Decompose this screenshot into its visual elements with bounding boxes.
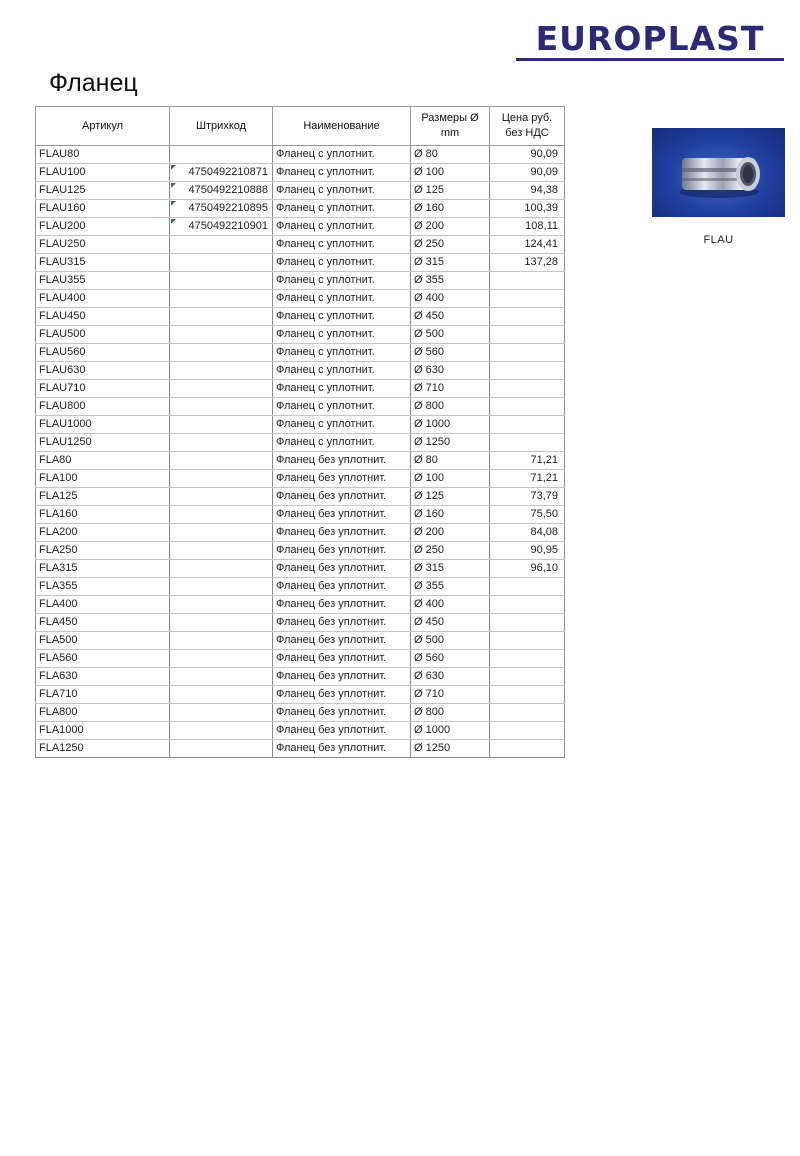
cell-article: FLA560: [36, 650, 170, 668]
cell-price: [490, 632, 565, 650]
cell-size: Ø 200: [411, 218, 490, 236]
cell-price: [490, 362, 565, 380]
cell-price: [490, 686, 565, 704]
cell-size: Ø 400: [411, 290, 490, 308]
cell-article: FLAU500: [36, 326, 170, 344]
cell-article: FLAU125: [36, 182, 170, 200]
cell-name: Фланец с уплотнит.: [273, 290, 411, 308]
cell-barcode: [170, 470, 273, 488]
cell-price: [490, 380, 565, 398]
cell-price: [490, 326, 565, 344]
cell-barcode: [170, 362, 273, 380]
cell-barcode: [170, 524, 273, 542]
table-row: [36, 470, 565, 488]
cell-article: FLAU400: [36, 290, 170, 308]
cell-size: Ø 315: [411, 254, 490, 272]
table-header-row: [36, 107, 565, 146]
cell-name: Фланец с уплотнит.: [273, 218, 411, 236]
page-title: Фланец: [49, 69, 138, 97]
table-row: [36, 182, 565, 200]
cell-size: Ø 710: [411, 380, 490, 398]
table-row: [36, 380, 565, 398]
table-row: [36, 254, 565, 272]
cell-size: Ø 500: [411, 632, 490, 650]
cell-size: Ø 125: [411, 182, 490, 200]
logo-underline: [516, 58, 784, 61]
cell-article: FLAU450: [36, 308, 170, 326]
cell-barcode: [170, 434, 273, 452]
cell-barcode: [170, 650, 273, 668]
table-row: [36, 452, 565, 470]
table-row: [36, 362, 565, 380]
cell-size: Ø 400: [411, 596, 490, 614]
cell-article: FLAU200: [36, 218, 170, 236]
cell-article: FLA200: [36, 524, 170, 542]
table-row: [36, 218, 565, 236]
cell-name: Фланец с уплотнит.: [273, 146, 411, 164]
table-row: [36, 596, 565, 614]
cell-price: 90,95: [490, 542, 565, 560]
table-row: [36, 164, 565, 182]
cell-name: Фланец без уплотнит.: [273, 452, 411, 470]
cell-name: Фланец без уплотнит.: [273, 524, 411, 542]
cell-size: Ø 630: [411, 668, 490, 686]
cell-price: 71,21: [490, 470, 565, 488]
cell-name: Фланец с уплотнит.: [273, 308, 411, 326]
cell-size: Ø 500: [411, 326, 490, 344]
cell-article: FLAU1000: [36, 416, 170, 434]
cell-size: Ø 710: [411, 686, 490, 704]
cell-name: Фланец с уплотнит.: [273, 254, 411, 272]
cell-size: Ø 1250: [411, 740, 490, 758]
cell-price: [490, 398, 565, 416]
cell-barcode: [170, 344, 273, 362]
table-row: [36, 614, 565, 632]
cell-name: Фланец с уплотнит.: [273, 164, 411, 182]
cell-price: [490, 344, 565, 362]
cell-name: Фланец с уплотнит.: [273, 236, 411, 254]
cell-barcode: [170, 254, 273, 272]
cell-size: Ø 160: [411, 506, 490, 524]
europlast-logo: [516, 19, 784, 62]
cell-price: [490, 740, 565, 758]
cell-size: Ø 200: [411, 524, 490, 542]
cell-name: Фланец с уплотнит.: [273, 326, 411, 344]
cell-article: FLA1000: [36, 722, 170, 740]
cell-barcode: [170, 506, 273, 524]
cell-barcode: [170, 452, 273, 470]
cell-barcode: 4750492210871: [170, 164, 273, 182]
cell-size: Ø 450: [411, 308, 490, 326]
cell-name: Фланец с уплотнит.: [273, 272, 411, 290]
cell-barcode: [170, 704, 273, 722]
flange-photo-drawing: [652, 128, 785, 217]
table-row: [36, 506, 565, 524]
cell-name: Фланец без уплотнит.: [273, 614, 411, 632]
cell-article: FLA800: [36, 704, 170, 722]
cell-price: [490, 272, 565, 290]
cell-barcode: [170, 614, 273, 632]
cell-name: Фланец с уплотнит.: [273, 434, 411, 452]
cell-article: FLA630: [36, 668, 170, 686]
table-row: [36, 416, 565, 434]
cell-barcode: [170, 488, 273, 506]
cell-article: FLA160: [36, 506, 170, 524]
photo-caption: FLAU: [703, 234, 734, 246]
column-header-barcode: Штрихкод: [170, 107, 273, 146]
cell-barcode: [170, 668, 273, 686]
cell-article: FLA315: [36, 560, 170, 578]
table-row: [36, 326, 565, 344]
cell-article: FLAU355: [36, 272, 170, 290]
cell-size: Ø 800: [411, 398, 490, 416]
cell-article: FLAU80: [36, 146, 170, 164]
cell-name: Фланец без уплотнит.: [273, 650, 411, 668]
cell-name: Фланец без уплотнит.: [273, 542, 411, 560]
cell-size: Ø 100: [411, 470, 490, 488]
table-row: [36, 524, 565, 542]
cell-price: [490, 722, 565, 740]
column-header-price: Цена руб. без НДС: [490, 107, 565, 146]
cell-price: 108,11: [490, 218, 565, 236]
cell-size: Ø 160: [411, 200, 490, 218]
cell-name: Фланец без уплотнит.: [273, 470, 411, 488]
table-body: [36, 146, 565, 758]
table-row: [36, 704, 565, 722]
cell-article: FLA710: [36, 686, 170, 704]
table-row: [36, 308, 565, 326]
cell-size: Ø 800: [411, 704, 490, 722]
column-header-size: Размеры Ø mm: [411, 107, 490, 146]
cell-size: Ø 250: [411, 542, 490, 560]
cell-barcode: [170, 380, 273, 398]
cell-price: [490, 416, 565, 434]
cell-name: Фланец без уплотнит.: [273, 740, 411, 758]
cell-article: FLAU710: [36, 380, 170, 398]
cell-barcode: 4750492210895: [170, 200, 273, 218]
cell-size: Ø 100: [411, 164, 490, 182]
cell-price: 90,09: [490, 146, 565, 164]
cell-price: [490, 434, 565, 452]
cell-name: Фланец без уплотнит.: [273, 560, 411, 578]
cell-article: FLA500: [36, 632, 170, 650]
cell-name: Фланец без уплотнит.: [273, 704, 411, 722]
table-row: [36, 650, 565, 668]
cell-article: FLAU630: [36, 362, 170, 380]
table-row: [36, 560, 565, 578]
cell-barcode: [170, 632, 273, 650]
price-table: [35, 106, 565, 758]
cell-price: 137,28: [490, 254, 565, 272]
cell-article: FLAU1250: [36, 434, 170, 452]
cell-price: [490, 308, 565, 326]
cell-barcode: [170, 398, 273, 416]
cell-article: FLA450: [36, 614, 170, 632]
cell-barcode: [170, 560, 273, 578]
cell-price: [490, 668, 565, 686]
cell-name: Фланец без уплотнит.: [273, 686, 411, 704]
cell-article: FLA1250: [36, 740, 170, 758]
cell-price: 100,39: [490, 200, 565, 218]
cell-size: Ø 80: [411, 452, 490, 470]
cell-name: Фланец с уплотнит.: [273, 416, 411, 434]
logo-text: EUROPLAST: [535, 19, 765, 58]
cell-article: FLA80: [36, 452, 170, 470]
table-row: [36, 146, 565, 164]
cell-name: Фланец без уплотнит.: [273, 596, 411, 614]
cell-barcode: [170, 722, 273, 740]
cell-price: 71,21: [490, 452, 565, 470]
cell-size: Ø 125: [411, 488, 490, 506]
table-row: [36, 488, 565, 506]
cell-price: 73,79: [490, 488, 565, 506]
cell-name: Фланец без уплотнит.: [273, 488, 411, 506]
cell-size: Ø 560: [411, 650, 490, 668]
cell-price: [490, 596, 565, 614]
cell-barcode: [170, 740, 273, 758]
cell-article: FLAU100: [36, 164, 170, 182]
table-row: [36, 722, 565, 740]
cell-article: FLAU800: [36, 398, 170, 416]
cell-article: FLA125: [36, 488, 170, 506]
cell-name: Фланец с уплотнит.: [273, 362, 411, 380]
table-row: [36, 272, 565, 290]
cell-article: FLA250: [36, 542, 170, 560]
cell-price: [490, 704, 565, 722]
column-header-article: Артикул: [36, 107, 170, 146]
cell-barcode: [170, 308, 273, 326]
cell-size: Ø 450: [411, 614, 490, 632]
cell-size: Ø 355: [411, 272, 490, 290]
table-row: [36, 686, 565, 704]
cell-name: Фланец без уплотнит.: [273, 578, 411, 596]
cell-barcode: [170, 272, 273, 290]
cell-price: 75,50: [490, 506, 565, 524]
cell-barcode: [170, 416, 273, 434]
cell-name: Фланец с уплотнит.: [273, 182, 411, 200]
cell-size: Ø 315: [411, 560, 490, 578]
cell-barcode: 4750492210901: [170, 218, 273, 236]
cell-article: FLAU315: [36, 254, 170, 272]
cell-barcode: [170, 290, 273, 308]
cell-name: Фланец с уплотнит.: [273, 200, 411, 218]
column-header-name: Наименование: [273, 107, 411, 146]
cell-size: Ø 630: [411, 362, 490, 380]
cell-article: FLA100: [36, 470, 170, 488]
cell-article: FLA400: [36, 596, 170, 614]
cell-barcode: [170, 578, 273, 596]
cell-barcode: [170, 542, 273, 560]
table-row: [36, 398, 565, 416]
cell-size: Ø 80: [411, 146, 490, 164]
cell-article: FLAU560: [36, 344, 170, 362]
cell-name: Фланец без уплотнит.: [273, 506, 411, 524]
cell-price: 96,10: [490, 560, 565, 578]
cell-barcode: [170, 686, 273, 704]
cell-size: Ø 250: [411, 236, 490, 254]
cell-name: Фланец без уплотнит.: [273, 632, 411, 650]
cell-price: 84,08: [490, 524, 565, 542]
cell-name: Фланец с уплотнит.: [273, 344, 411, 362]
cell-barcode: [170, 236, 273, 254]
cell-barcode: [170, 596, 273, 614]
cell-article: FLA355: [36, 578, 170, 596]
cell-barcode: [170, 326, 273, 344]
table-row: [36, 542, 565, 560]
cell-name: Фланец без уплотнит.: [273, 668, 411, 686]
table-row: [36, 632, 565, 650]
cell-barcode: [170, 146, 273, 164]
cell-barcode: 4750492210888: [170, 182, 273, 200]
cell-name: Фланец без уплотнит.: [273, 722, 411, 740]
flange-photo-icon: [652, 128, 785, 217]
cell-price: [490, 578, 565, 596]
table-row: [36, 344, 565, 362]
cell-price: [490, 614, 565, 632]
cell-name: Фланец с уплотнит.: [273, 380, 411, 398]
cell-price: 124,41: [490, 236, 565, 254]
cell-article: FLAU160: [36, 200, 170, 218]
cell-price: 94,38: [490, 182, 565, 200]
table-row: [36, 434, 565, 452]
table-row: [36, 668, 565, 686]
cell-size: Ø 355: [411, 578, 490, 596]
cell-name: Фланец с уплотнит.: [273, 398, 411, 416]
cell-size: Ø 1000: [411, 416, 490, 434]
table-row: [36, 200, 565, 218]
table-row: [36, 290, 565, 308]
table-row: [36, 740, 565, 758]
cell-price: [490, 650, 565, 668]
cell-size: Ø 560: [411, 344, 490, 362]
cell-article: FLAU250: [36, 236, 170, 254]
table-row: [36, 236, 565, 254]
cell-price: 90,09: [490, 164, 565, 182]
cell-size: Ø 1000: [411, 722, 490, 740]
table-row: [36, 578, 565, 596]
cell-size: Ø 1250: [411, 434, 490, 452]
cell-price: [490, 290, 565, 308]
